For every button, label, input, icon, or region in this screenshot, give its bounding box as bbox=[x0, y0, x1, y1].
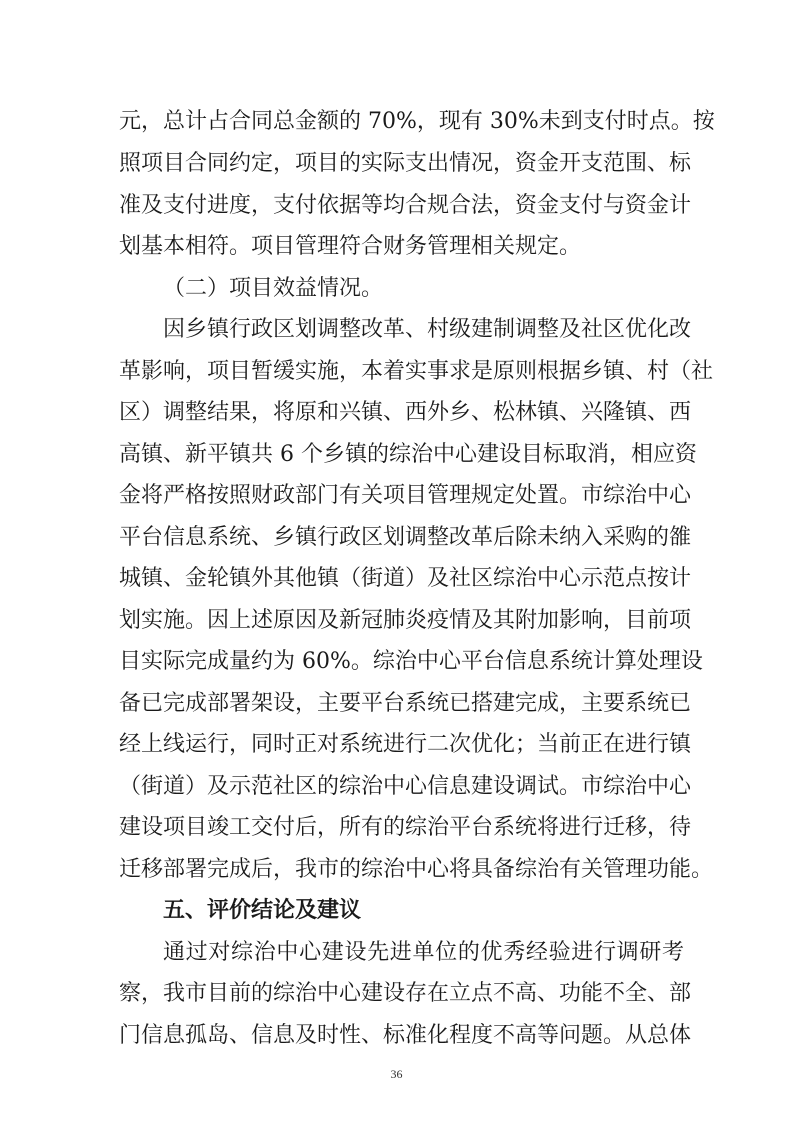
paragraph-2-line-5: 金将严格按照财政部门有关项目管理规定处置。市综治中心 bbox=[119, 483, 692, 508]
paragraph-2-line-13: 建设项目竣工交付后，所有的综治平台系统将进行迁移，待 bbox=[119, 815, 692, 840]
paragraph-2-line-3: 区）调整结果，将原和兴镇、西外乡、松林镇、兴隆镇、西 bbox=[119, 400, 692, 425]
paragraph-2-line-8: 划实施。因上述原因及新冠肺炎疫情及其附加影响，目前项 bbox=[119, 608, 692, 633]
paragraph-2-line-14: 迁移部署完成后，我市的综治中心将具备综治有关管理功能。 bbox=[119, 857, 714, 882]
paragraph-1-line-1: 元，总计占合同总金额的 70%，现有 30%未到支付时点。按 bbox=[119, 109, 715, 134]
paragraph-2-line-4: 高镇、新平镇共 6 个乡镇的综治中心建设目标取消，相应资 bbox=[119, 442, 697, 467]
paragraph-2-line-7: 城镇、金轮镇外其他镇（街道）及社区综治中心示范点按计 bbox=[119, 566, 692, 591]
page-number: 36 bbox=[390, 1067, 403, 1081]
paragraph-2-line-6: 平台信息系统、乡镇行政区划调整改革后除未纳入采购的雒 bbox=[119, 525, 692, 550]
paragraph-2-line-2: 革影响，项目暂缓实施，本着实事求是原则根据乡镇、村（社 bbox=[119, 359, 714, 384]
paragraph-2-line-9: 目实际完成量约为 60%。综治中心平台信息系统计算处理设 bbox=[119, 649, 703, 674]
paragraph-3-line-2: 察，我市目前的综治中心建设存在立点不高、功能不全、部 bbox=[119, 981, 692, 1006]
paragraph-1-line-2: 照项目合同约定，项目的实际支出情况，资金开支范围、标 bbox=[119, 151, 692, 176]
paragraph-2-line-11: 经上线运行，同时正对系统进行二次优化；当前正在进行镇 bbox=[119, 732, 692, 757]
paragraph-1-line-4: 划基本相符。项目管理符合财务管理相关规定。 bbox=[119, 234, 582, 259]
paragraph-2-line-10: 备已完成部署架设，主要平台系统已搭建完成，主要系统已 bbox=[119, 691, 692, 716]
section-5-heading: 五、评价结论及建议 bbox=[163, 898, 362, 923]
paragraph-3-line-1: 通过对综治中心建设先进单位的优秀经验进行调研考 bbox=[163, 940, 684, 965]
paragraph-3-line-3: 门信息孤岛、信息及时性、标准化程度不高等问题。从总体 bbox=[119, 1023, 692, 1048]
paragraph-1-line-3: 准及支付进度，支付依据等均合规合法，资金支付与资金计 bbox=[119, 193, 692, 218]
paragraph-2-line-1: 因乡镇行政区划调整改革、村级建制调整及社区优化改 bbox=[163, 317, 692, 342]
paragraph-2-line-12: （街道）及示范社区的综治中心信息建设调试。市综治中心 bbox=[119, 774, 692, 799]
subheading-project-benefits: （二）项目效益情况。 bbox=[163, 276, 384, 301]
